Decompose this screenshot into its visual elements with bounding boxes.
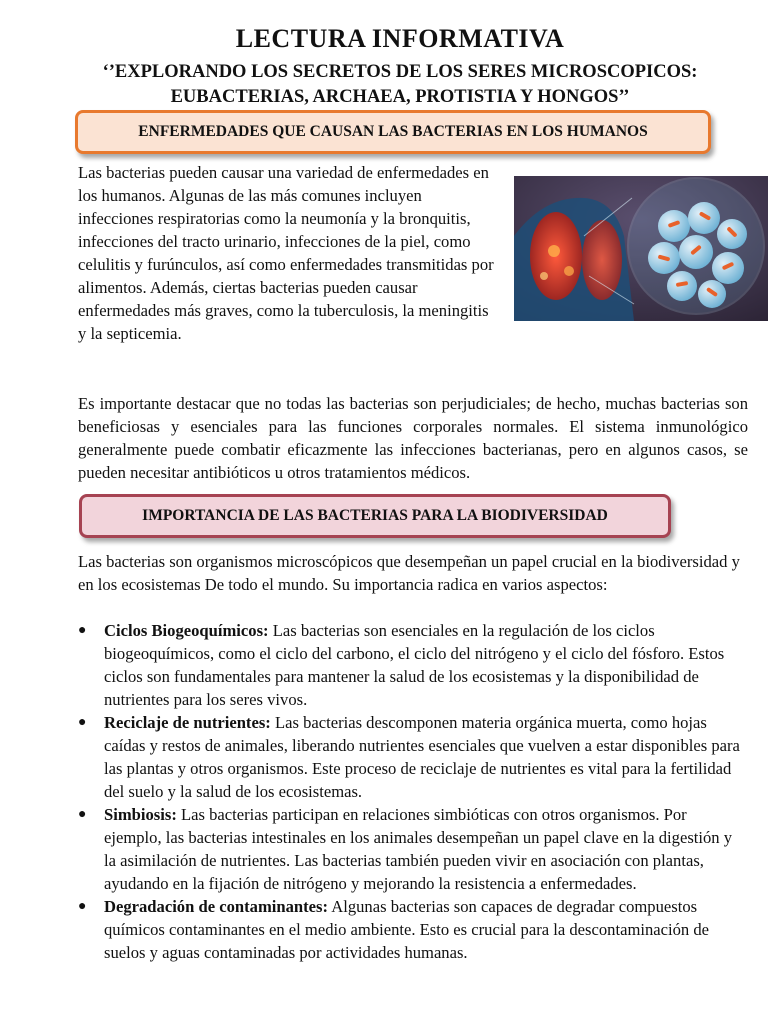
bullet-item-reciclaje: [78, 711, 748, 803]
bullet-term: Reciclaje de nutrientes:: [104, 713, 271, 732]
bullet-dot-icon: ●: [78, 623, 87, 638]
beneficial-bacteria-paragraph: Es importante destacar que no todas las bacterias son perjudiciales; de hecho, muchas bacterias son beneficiosas y esenciales para las funciones corporales normales. El sistema inmunológico generalmente puede combatir eficazmente las infecciones bacterianas, pero en algunos casos, se pueden necesitar antibióticos u otros tratamientos médicos.: [78, 394, 748, 482]
subtitle-line-2: EUBACTERIAS, ARCHAEA, PROTISTIA Y HONGOS’’: [170, 87, 630, 107]
subtitle-line-1: ‘’EXPLORANDO LOS SECRETOS DE LOS SERES MICROSCOPICOS:: [102, 62, 698, 82]
bullet-text: Algunas bacterias son capaces de degradar compuestos químicos contaminantes en el medio ambiente. Esto es crucial para la descontaminación de suelos y aguas contaminadas por actividades humanas.: [104, 897, 709, 962]
bullet-text: Las bacterias participan en relaciones simbióticas con otros organismos. Por ejemplo, las bacterias intestinales en los animales desempeñan un papel clave en la digestión y la asimilación de nutrientes. Las bacterias también pueden vivir en asociación con plantas, ayudando en la fijación de nitrógeno y mejorando la resistencia a enfermedades.: [104, 805, 733, 893]
bullet-dot-icon: ●: [78, 807, 87, 822]
lungs-bacteria-illustration: [514, 176, 768, 321]
bullet-dot-icon: ●: [78, 899, 87, 914]
section-heading-diseases: ENFERMEDADES QUE CAUSAN LAS BACTERIAS EN LOS HUMANOS: [75, 110, 711, 154]
biodiversity-bullet-list: [78, 619, 748, 964]
biodiversity-intro-paragraph: Las bacterias son organismos microscópicos que desempeñan un papel crucial en la biodiversidad y en los ecosistemas De todo el mundo. Su importancia radica en varios aspectos:: [78, 552, 740, 594]
bullet-term: Ciclos Biogeoquímicos:: [104, 621, 269, 640]
bullet-item-ciclos: [78, 619, 748, 711]
bullet-dot-icon: ●: [78, 715, 87, 730]
section-heading-biodiversity: IMPORTANCIA DE LAS BACTERIAS PARA LA BIODIVERSIDAD: [79, 494, 671, 538]
bullet-item-simbiosis: [78, 803, 748, 895]
page-title: LECTURA INFORMATIVA: [235, 24, 565, 53]
diseases-paragraph: Las bacterias pueden causar una variedad de enfermedades en los humanos. Algunas de las más comunes incluyen infecciones respiratorias como la neumonía y la bronquitis, infecciones del tracto urinario, infecciones de la piel, como celulitis y furúnculos, así como enfermedades transmitidas por alimentos. Además, ciertas bacterias pueden causar enfermedades más graves, como la tuberculosis, la meningitis y la septicemia.: [78, 163, 494, 343]
bullet-text: Las bacterias son esenciales en la regulación de los ciclos biogeoquímicos, como el ciclo del carbono, el ciclo del nitrógeno y el ciclo del fósforo. Estos ciclos son fundamentales para mantener la salud de los ecosistemas y la disponibilidad de nutrientes para los seres vivos.: [104, 621, 725, 709]
page-subtitle: [0, 60, 768, 110]
bullet-text: Las bacterias descomponen materia orgánica muerta, como hojas caídas y restos de animales, liberando nutrientes esenciales que vuelven a estar disponibles para las plantas y otros organismos. Este proceso de reciclaje de nutrientes es vital para la fertilidad del suelo y la salud de los ecosistemas.: [104, 713, 740, 801]
bullet-term: Simbiosis:: [104, 805, 177, 824]
bullet-item-degradacion: [78, 895, 748, 964]
bullet-term: Degradación de contaminantes:: [104, 897, 328, 916]
